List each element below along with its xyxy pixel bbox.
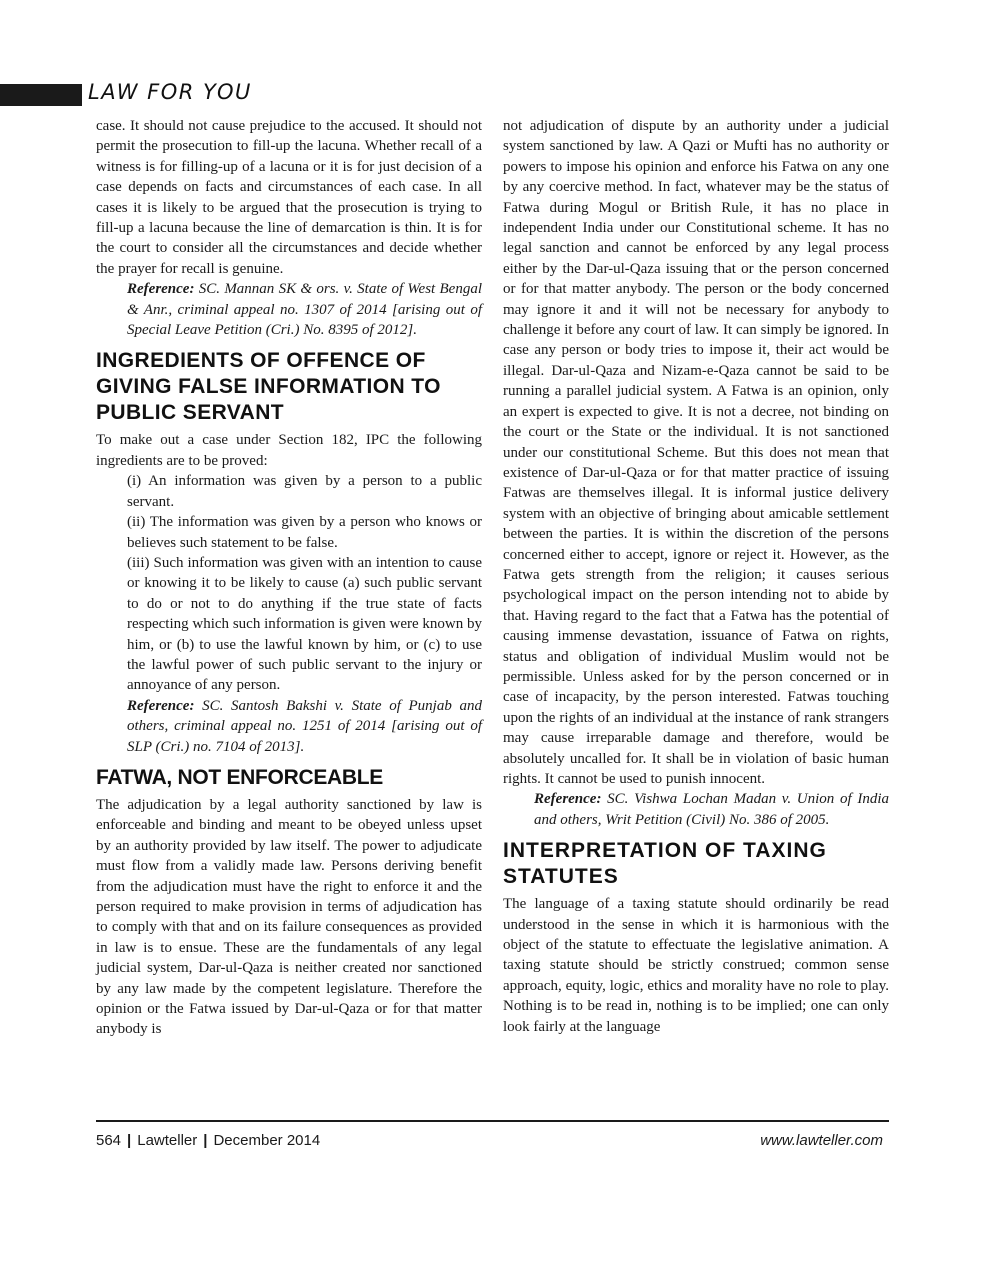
reference-label: Reference: bbox=[534, 791, 602, 808]
paragraph: To make out a case under Section 182, IPC the following ingredients are to be proved: bbox=[96, 432, 482, 469]
section-title: LAW FOR YOU bbox=[88, 80, 252, 104]
heading-taxing-statutes: INTERPRETATION OF TAXING STATUTES bbox=[503, 839, 827, 889]
reference bbox=[96, 696, 482, 757]
reference bbox=[96, 279, 482, 340]
paragraph: The language of a taxing statute should ordinarily be read understood in the sense in which it is harmonious with the object of the statute to effectuate the legislative animation. A taxing statute should be strictly construed; common sense approach, equity, logic, ethics and morality have no role to play. Nothing is to be read in, nothing is to be implied; one can only look fairly at the language bbox=[503, 896, 889, 1035]
reference-label: Reference: bbox=[127, 281, 195, 298]
website-url: www.lawteller.com bbox=[760, 1132, 883, 1149]
header-bar bbox=[0, 84, 82, 106]
separator: | bbox=[203, 1132, 208, 1149]
list-item: (iii) Such information was given with an intention to cause or knowing it to be likely to cause (a) such public servant to do or not to do anything if the true state of facts respecting which such information is given were known by him, or (b) to use the lawful known by him, or (c) to use the lawful power of such public servant to the injury or annoyance of any person. bbox=[127, 554, 482, 694]
page-number: 564 bbox=[96, 1132, 122, 1149]
reference-text: SC. Santosh Bakshi v. State of Punjab and others, criminal appeal no. 1251 of 2014 [arising out of SLP (Cri.) no. 7104 of 2013]. bbox=[127, 697, 482, 755]
reference-text: SC. Vishwa Lochan Madan v. Union of India and others, Writ Petition (Civil) No. 386 of 2005. bbox=[534, 791, 889, 828]
reference bbox=[503, 789, 889, 830]
list-item: (ii) The information was given by a person who knows or believes such statement to be false. bbox=[127, 514, 482, 551]
reference-label: Reference: bbox=[127, 697, 195, 714]
left-column bbox=[96, 116, 482, 1040]
reference-text: SC. Mannan SK & ors. v. State of West Bengal & Anr., criminal appeal no. 1307 of 2014 [arising out of Special Leave Petition (Cri.) No. 8395 of 2012]. bbox=[127, 281, 482, 339]
separator: | bbox=[127, 1132, 132, 1149]
right-column bbox=[503, 116, 889, 1037]
publication-name: Lawteller bbox=[137, 1132, 198, 1149]
heading-fatwa: FATWA, NOT ENFORCEABLE bbox=[96, 765, 384, 789]
footer-rule bbox=[96, 1120, 889, 1122]
paragraph: not adjudication of dispute by an authority under a judicial system sanctioned by law. A Qazi or Mufti has no authority or powers to impose his opinion and enforce his Fatwa on any one by any coercive method. In fact, whatever may be the status of Fatwa during Mogul or British Rule, it has no place in independent India under our Constitutional scheme. It has no legal sanction and cannot be enforced by any legal process either by the Dar-ul-Qaza issuing that or the person concerned or for that matter anybody. The person or the body concerned may ignore it and it will not be necessary for anybody to challenge it before any court of law. It can simply be ignored. In case any person or body tries to impose it, their act would be illegal. Dar-ul-Qaza and Nizam-e-Qaza cannot be said to be running a parallel judicial system. A Fatwa is an opinion, only an expert is expected to give. It is not a decree, not binding on the court or the State or the individual. It is not sanctioned under our constitutional Scheme. But this does not mean that existence of Dar-ul-Qaza or for that matter practice of issuing Fatwas are themselves illegal. It is informal justice delivery system with an objective of bringing about amicable settlement between the parties. It is within the discretion of the persons concerned either to accept, ignore or reject it. However, as the Fatwa gets strength from the religion; it causes serious psychological impact on the person intending not to abide by that. Having regard to the fact that a Fatwa has the potential of causing immense devastation, issuance of Fatwa on rights, status and obligation of individual Muslim would not be permissible. Unless asked for by the person concerned or in case of incapacity, by the person interested. Fatwas touching upon the rights of an individual at the instance of rank strangers may cause irreparable damage and therefore, would be absolutely uncalled for. It shall be in violation of basic human rights. It cannot be used to punish innocent. bbox=[503, 118, 889, 787]
list-item: (i) An information was given by a person to a public servant. bbox=[127, 473, 482, 510]
paragraph: case. It should not cause prejudice to the accused. It should not permit the prosecution to fill-up the lacuna. Whether recall of a witness is for filling-up of a lacuna or it is for just decision of a case depends on facts and circumstances of each case. In all cases it is likely to be argued that the prosecution is trying to fill-up a lacuna because the line of demarcation is thin. It is for the court to consider all the circumstances and decide whether the prayer for recall is genuine. bbox=[96, 118, 482, 277]
footer-info bbox=[96, 1132, 320, 1149]
paragraph: The adjudication by a legal authority sanctioned by law is enforceable and binding and meant to be obeyed unless upset by an authority provided by law itself. The power to adjudicate must flow from a validly made law. Persons deriving benefit from the adjudication must have the right to enforce it and the person required to make provision in terms of adjudication has to comply with that and on its failure consequences as provided in law is to ensue. These are the fundamentals of any legal judicial system, Dar-ul-Qaza is neither created nor sanctioned by any law made by the competent legislature. Therefore the opinion or the Fatwa issued by Dar-ul-Qaza or for that matter anybody is bbox=[96, 796, 482, 1038]
issue-date: December 2014 bbox=[213, 1132, 321, 1149]
heading-false-information: INGREDIENTS OF OFFENCE OF GIVING FALSE INFORMATION TO PUBLIC SERVANT bbox=[96, 349, 441, 425]
